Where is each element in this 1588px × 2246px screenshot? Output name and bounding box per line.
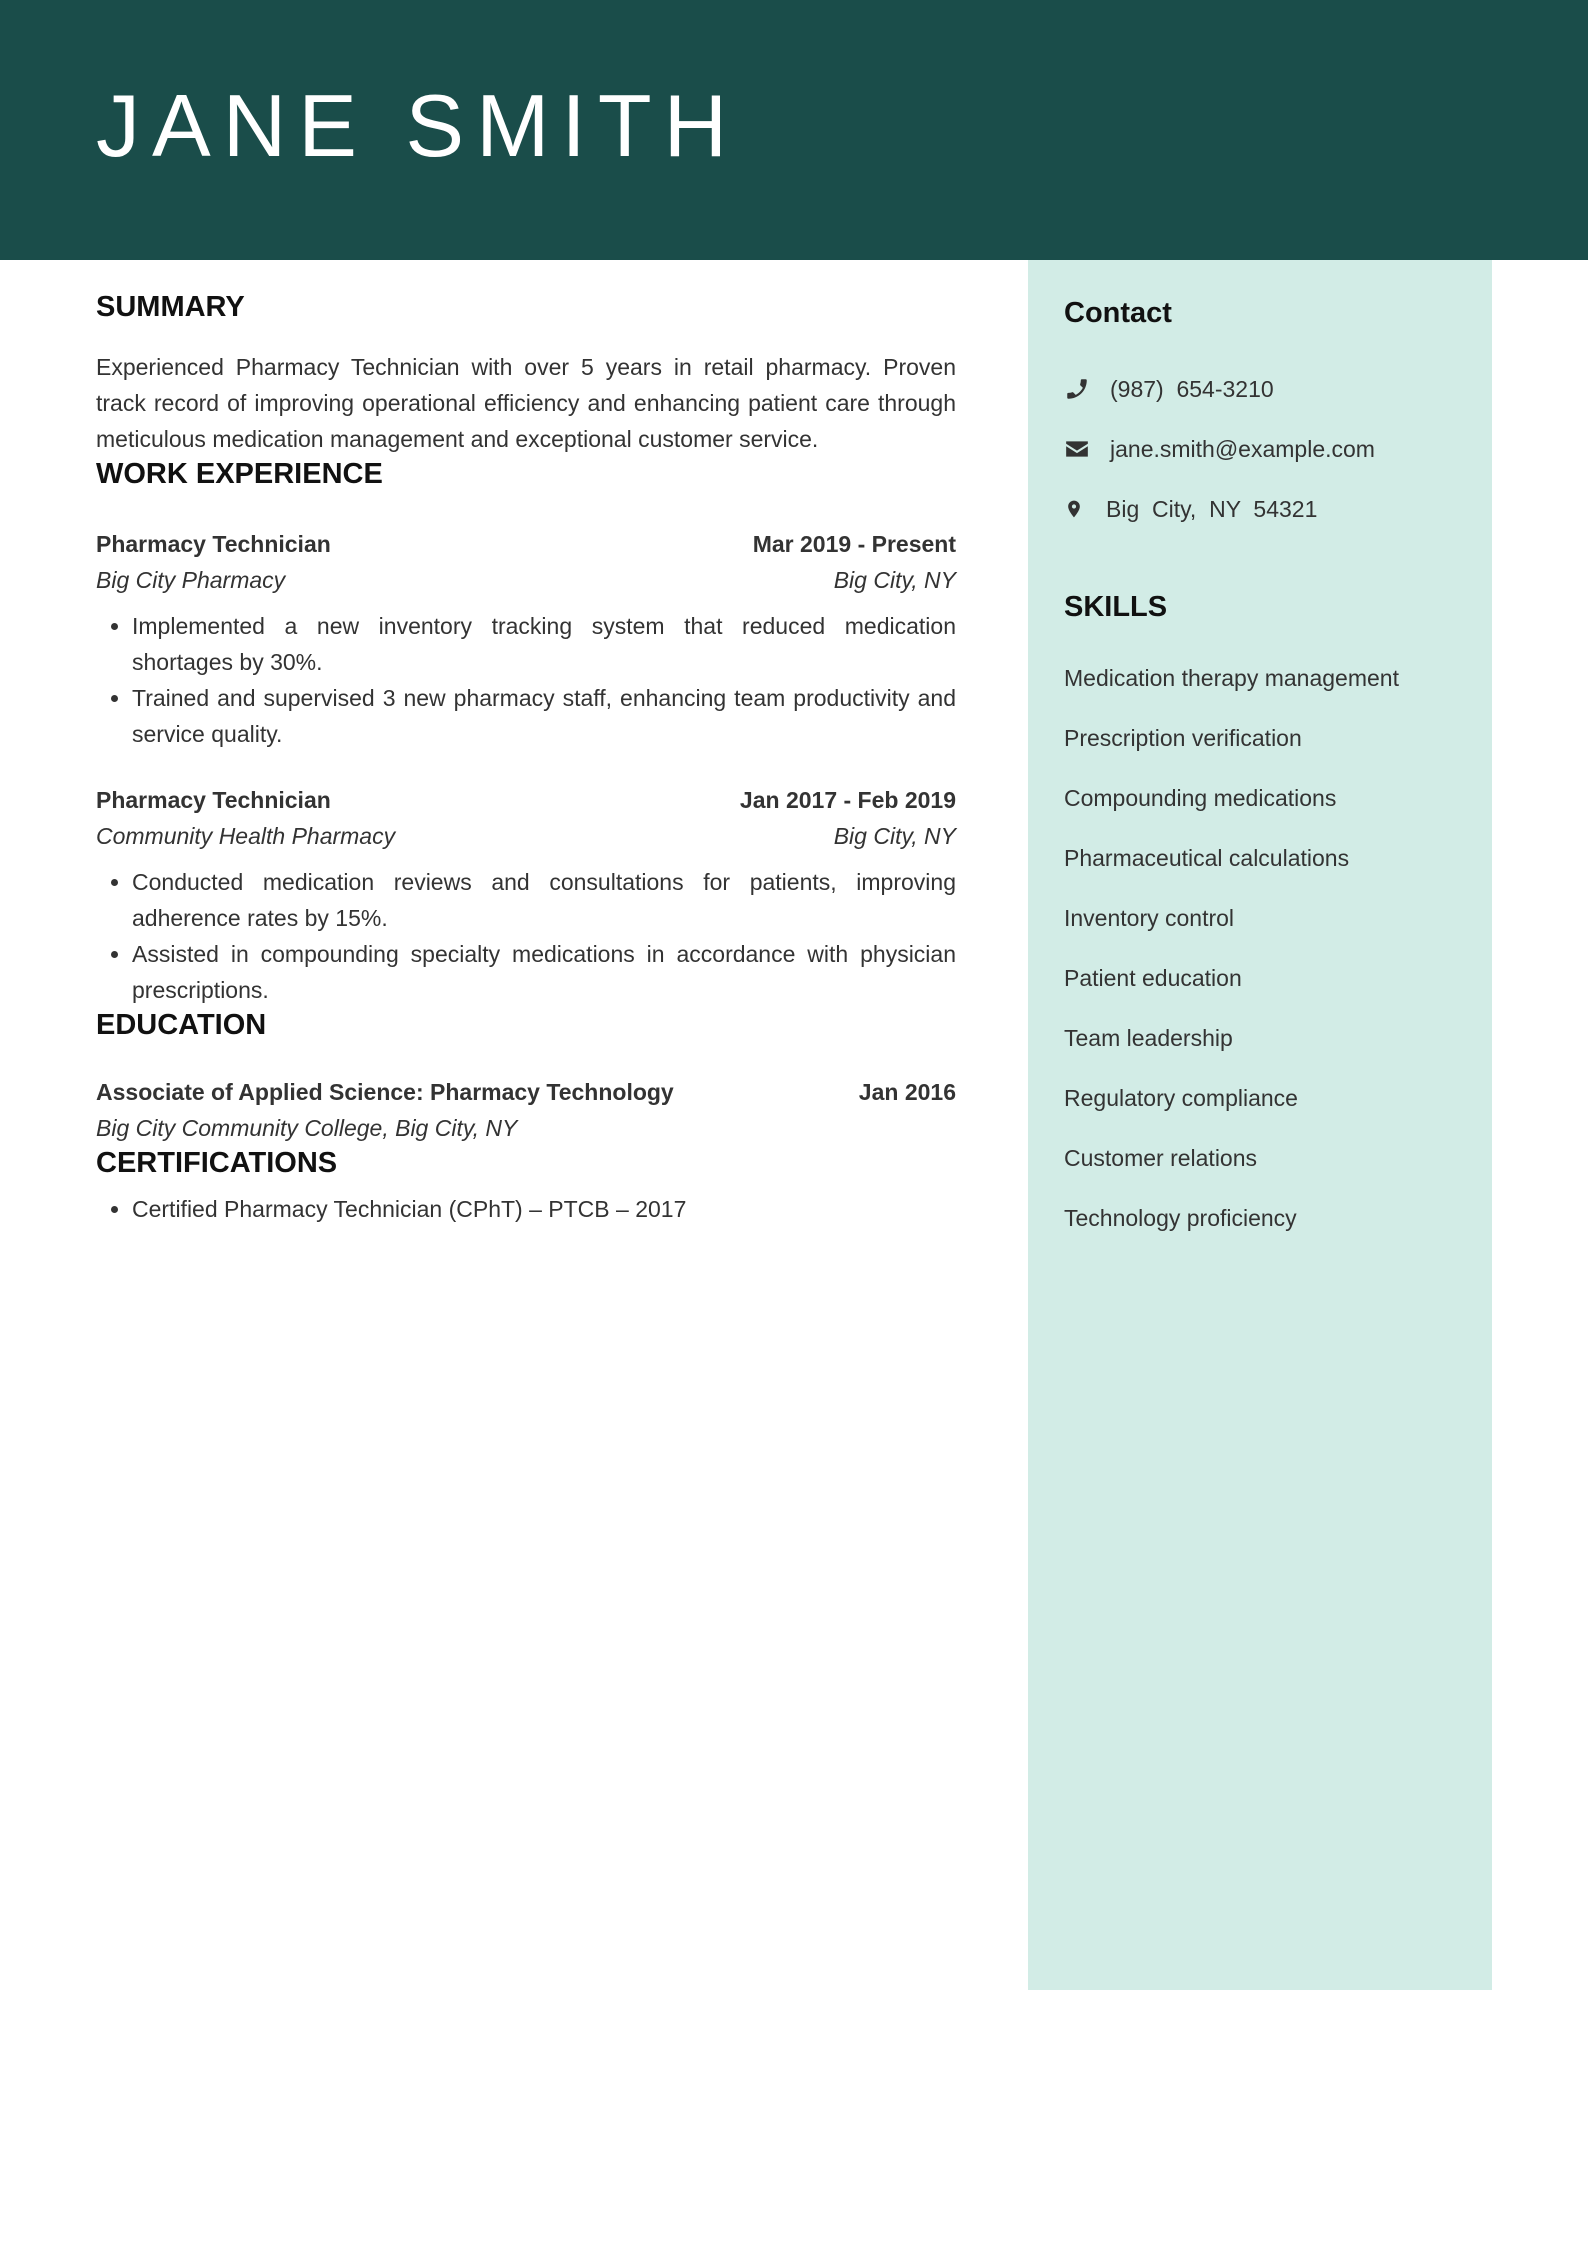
skill-item: Patient education bbox=[1064, 965, 1242, 991]
certifications-heading: CERTIFICATIONS bbox=[96, 1147, 338, 1180]
job-location: Big City, NY bbox=[833, 566, 956, 593]
phone-icon bbox=[1064, 376, 1090, 402]
job-dates: Mar 2019 - Present bbox=[752, 530, 956, 557]
school: Big City Community College, Big City, NY bbox=[96, 1115, 518, 1142]
job-bullet: • Implemented a new inventory tracking system that reduced medication shortages by 30%. bbox=[132, 608, 956, 680]
job-bullets bbox=[96, 608, 956, 752]
certification-list bbox=[96, 1191, 956, 1227]
job-company: Community Health Pharmacy bbox=[96, 822, 396, 849]
job-title: Pharmacy Technician bbox=[96, 530, 331, 557]
job-entry bbox=[96, 526, 956, 752]
education-entry bbox=[96, 1074, 956, 1146]
job-bullet: • Assisted in compounding specialty medications in accordance with physician prescriptions. bbox=[132, 936, 956, 1008]
job-bullet: • Conducted medication reviews and consultations for patients, improving adherence rates by 15%. bbox=[132, 864, 956, 936]
skill-item: Technology proficiency bbox=[1064, 1205, 1297, 1231]
job-company: Big City Pharmacy bbox=[96, 566, 286, 593]
summary-heading: SUMMARY bbox=[96, 291, 245, 323]
degree: Associate of Applied Science: Pharmacy Technology bbox=[96, 1079, 674, 1106]
job-bullet: • Trained and supervised 3 new pharmacy staff, enhancing team productivity and service quality. bbox=[132, 680, 956, 752]
email-text[interactable]: jane.smith@example.com bbox=[1110, 436, 1375, 462]
education-date: Jan 2016 bbox=[858, 1079, 956, 1106]
skill-item: Medication therapy management bbox=[1064, 665, 1399, 691]
main-column bbox=[96, 290, 956, 1227]
skill-item: Inventory control bbox=[1064, 905, 1235, 931]
certification-item: • Certified Pharmacy Technician (CPhT) – PTCB – 2017 bbox=[132, 1191, 956, 1227]
job-entry bbox=[96, 782, 956, 1008]
header-banner bbox=[0, 0, 1588, 260]
education-heading: EDUCATION bbox=[96, 1008, 267, 1041]
skill-item: Team leadership bbox=[1064, 1025, 1233, 1051]
job-title: Pharmacy Technician bbox=[96, 786, 331, 813]
skills-heading: SKILLS bbox=[1064, 591, 1168, 623]
contact-email bbox=[1064, 431, 1375, 467]
skill-item: Pharmaceutical calculations bbox=[1064, 845, 1350, 871]
skills-list bbox=[1064, 660, 1399, 1260]
contact-heading: Contact bbox=[1064, 297, 1172, 329]
skill-item: Regulatory compliance bbox=[1064, 1085, 1298, 1111]
work-experience-heading: WORK EXPERIENCE bbox=[96, 457, 383, 490]
summary-text: Experienced Pharmacy Technician with over 5 years in retail pharmacy. Proven track record of improving operational efficiency and enhancing patient care through meticulous medication management and exceptional customer service. bbox=[96, 353, 956, 452]
skill-item: Prescription verification bbox=[1064, 725, 1302, 751]
contact-phone bbox=[1064, 371, 1274, 407]
job-dates: Jan 2017 - Feb 2019 bbox=[739, 786, 956, 813]
envelope-icon bbox=[1064, 436, 1090, 462]
job-location: Big City, NY bbox=[833, 822, 956, 849]
resume-name: JANE SMITH bbox=[96, 76, 740, 175]
phone-text[interactable]: (987) 654-3210 bbox=[1110, 376, 1274, 402]
sidebar bbox=[1028, 260, 1492, 1990]
contact-address bbox=[1064, 491, 1317, 527]
job-bullets bbox=[96, 864, 956, 1008]
address-text: Big City, NY 54321 bbox=[1106, 496, 1318, 522]
skill-item: Compounding medications bbox=[1064, 785, 1337, 811]
skill-item: Customer relations bbox=[1064, 1145, 1258, 1171]
map-pin-icon bbox=[1064, 496, 1084, 522]
